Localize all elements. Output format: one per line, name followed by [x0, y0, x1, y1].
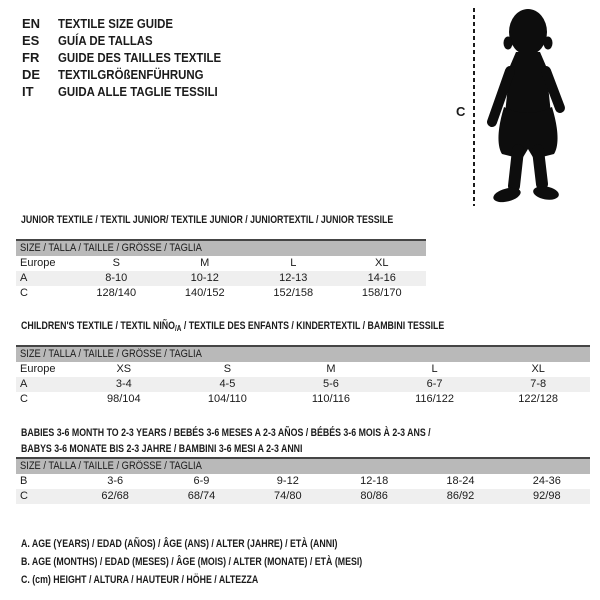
table-cell: 14-16: [367, 272, 396, 284]
children-row-height: [16, 392, 590, 407]
table-cell: 24-36: [532, 475, 561, 487]
babies-title-line2: BABYS 3-6 MONATE BIS 2-3 JAHRE / BAMBINI 3-6 MESI A 2-3 ANNI: [21, 443, 303, 455]
language-row-it: [22, 83, 243, 100]
junior-row-age: [16, 271, 426, 286]
language-code: EN: [22, 16, 41, 31]
table-cell: XS: [116, 363, 132, 375]
language-code: FR: [22, 50, 40, 65]
language-title: GUIDE DES TAILLES TEXTILE: [58, 50, 222, 65]
language-row-en: [22, 15, 243, 32]
table-cell: 122/128: [518, 393, 559, 405]
children-table-title: [21, 318, 550, 335]
row-label: Europe: [20, 363, 56, 375]
junior-size-table: [16, 239, 426, 301]
table-cell: 12-18: [360, 475, 389, 487]
language-list: [22, 15, 243, 100]
table-cell: 12-13: [279, 272, 308, 284]
row-label: Europe: [20, 257, 56, 269]
table-cell: 9-12: [276, 475, 299, 487]
junior-table-title-text: JUNIOR TEXTILE / TEXTIL JUNIOR/ TEXTILE JUNIOR / JUNIORTEXTIL / JUNIOR TESSILE: [21, 214, 394, 226]
footnote-a-text: A. AGE (YEARS) / EDAD (AÑOS) / ÂGE (ANS) / ALTER (JAHRE) / ETÀ (ANNI): [21, 538, 338, 550]
junior-row-europe: [16, 256, 426, 271]
footnote-c: [21, 571, 448, 589]
table-cell: S: [112, 257, 120, 269]
table-cell: 4-5: [219, 378, 236, 390]
table-cell: 6-9: [193, 475, 210, 487]
table-cell: M: [326, 363, 336, 375]
children-size-header: [16, 347, 590, 362]
language-row-de: [22, 66, 243, 83]
table-cell: XL: [531, 363, 545, 375]
babies-title-line1: BABIES 3-6 MONTH TO 2-3 YEARS / BEBÉS 3-6 MESES A 2-3 AÑOS / BÉBÉS 3-6 MOIS À 2-3 ANS /: [21, 427, 431, 439]
table-cell: 18-24: [446, 475, 475, 487]
junior-size-header: [16, 241, 426, 256]
babies-row-height: [16, 489, 590, 504]
footnotes: [21, 535, 448, 589]
table-cell: 98/104: [106, 393, 141, 405]
table-cell: 140/152: [184, 287, 225, 299]
table-cell: 7-8: [530, 378, 547, 390]
children-row-age: [16, 377, 590, 392]
height-measure-line: [473, 8, 475, 206]
row-label: C: [20, 393, 28, 405]
language-code: ES: [22, 33, 40, 48]
table-cell: S: [223, 363, 232, 375]
row-label: C: [20, 490, 28, 502]
babies-table-title: [21, 425, 533, 457]
table-cell: 10-12: [190, 272, 219, 284]
size-header-text: SIZE / TALLA / TAILLE / GRÖSSE / TAGLIA: [20, 242, 202, 254]
babies-row-months: [16, 474, 590, 489]
table-cell: L: [431, 363, 438, 375]
junior-table-title: [21, 212, 486, 228]
language-code: DE: [22, 67, 41, 82]
language-title: TEXTILE SIZE GUIDE: [58, 16, 174, 31]
size-header-text: SIZE / TALLA / TAILLE / GRÖSSE / TAGLIA: [20, 348, 202, 360]
table-cell: 86/92: [446, 490, 475, 502]
table-cell: 3-4: [115, 378, 132, 390]
table-cell: 5-6: [323, 378, 339, 390]
language-title: GUÍA DE TALLAS: [58, 33, 153, 48]
table-cell: 3-6: [107, 475, 124, 487]
children-row-europe: [16, 362, 590, 377]
table-cell: 6-7: [426, 378, 443, 390]
children-table-title-text: [21, 318, 444, 335]
footnote-b: [21, 553, 448, 571]
table-cell: 110/116: [311, 393, 351, 405]
table-cell: 128/140: [96, 287, 137, 299]
table-cell: 116/122: [415, 393, 455, 405]
footnote-a: [21, 535, 448, 553]
footnote-c-text: C. (cm) HEIGHT / ALTURA / HAUTEUR / HÖHE / ALTEZZA: [21, 574, 259, 586]
children-title-prefix: CHILDREN'S TEXTILE / TEXTIL NIÑO: [21, 320, 175, 332]
children-title-sub: /A: [174, 324, 182, 333]
table-cell: 80/86: [360, 490, 388, 502]
table-cell: 62/68: [101, 490, 129, 502]
footnote-b-text: B. AGE (MONTHS) / EDAD (MESES) / ÂGE (MOIS) / ALTER (MONATE) / ETÀ (MESI): [21, 556, 363, 568]
table-cell: 104/110: [207, 393, 247, 405]
row-label: C: [20, 287, 28, 299]
children-title-suffix: / TEXTILE DES ENFANTS / KINDERTEXTIL / BAMBINI TESSILE: [181, 320, 445, 332]
table-cell: L: [290, 257, 297, 269]
row-label: B: [20, 475, 28, 487]
babies-size-table: [16, 457, 590, 504]
junior-row-height: [16, 286, 426, 301]
table-cell: 158/170: [361, 287, 402, 299]
size-header-text: SIZE / TALLA / TAILLE / GRÖSSE / TAGLIA: [20, 460, 202, 472]
table-cell: 152/158: [273, 287, 314, 299]
table-cell: 8-10: [105, 272, 128, 284]
language-code: IT: [22, 84, 34, 99]
table-cell: M: [200, 257, 210, 269]
table-cell: 68/74: [187, 490, 216, 502]
baby-silhouette-icon: [478, 2, 578, 212]
language-title: TEXTILGRÖßENFÜHRUNG: [58, 67, 204, 82]
table-cell: 74/80: [274, 490, 302, 502]
table-cell: 92/98: [533, 490, 561, 502]
table-cell: XL: [375, 257, 389, 269]
row-label: A: [20, 272, 28, 284]
language-title: GUIDA ALLE TAGLIE TESSILI: [58, 84, 218, 99]
babies-size-header: [16, 459, 590, 474]
row-label: A: [20, 378, 28, 390]
language-row-fr: [22, 49, 243, 66]
language-row-es: [22, 32, 243, 49]
height-measure-label: C: [456, 104, 466, 119]
children-size-table: [16, 345, 590, 407]
